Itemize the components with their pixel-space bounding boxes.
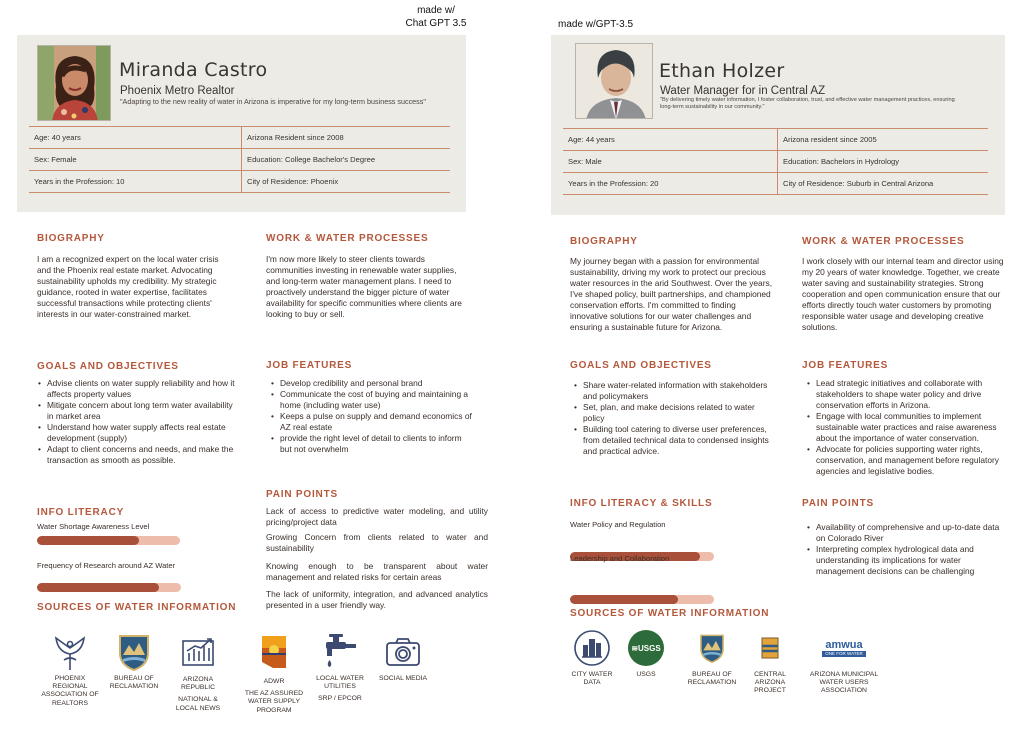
list-item: • Set, plan, and make decisions related to water policy	[573, 402, 773, 424]
fact-resident: Arizona Resident since 2008	[247, 133, 344, 142]
source-adwr	[238, 632, 310, 715]
job-heading-right: JOB FEATURES	[802, 360, 889, 371]
fact-years: Years in the Profession: 20	[563, 173, 778, 194]
list-item: • Keeps a pulse on supply and demand economics of AZ real estate	[270, 411, 475, 433]
source-sublabel: SRP / EPCOR	[318, 695, 362, 703]
faucet-icon	[320, 632, 360, 672]
job-heading-left: JOB FEATURES	[266, 360, 353, 371]
list-item: • Develop credibility and personal brand	[270, 378, 475, 389]
job-list-right	[806, 378, 1014, 477]
persona-name-left: Miranda Castro	[119, 59, 268, 81]
shield-icon	[692, 628, 732, 668]
bar-chart-icon	[178, 632, 218, 672]
literacy-label-left-1: Water Shortage Awareness Level	[37, 522, 150, 531]
persona-photo-right	[575, 43, 653, 119]
source-label: BUREAU OF RECLAMATION	[109, 675, 159, 691]
fact-education: Education: Bachelors in Hydrology	[783, 157, 900, 166]
facts-row	[563, 129, 988, 151]
biography-text-right: My journey began with a passion for environmental sustainability, driving my work to protect our precious water resources in the arid Southwest. Over the years, I've shaped policy, built partnerships, and championed conservation efforts. I'm committed to finding innovative solutions for our water challenges and ensuring a sustainable future for Arizona.	[570, 256, 773, 332]
made-with-note-right: made w/GPT-3.5	[558, 19, 634, 30]
amwua-logo-tagline: ONE FOR WATER	[822, 651, 866, 657]
persona-name-right: Ethan Holzer	[659, 60, 785, 82]
list-item: • Advise clients on water supply reliability and how it affects property values	[37, 378, 237, 400]
persona-quote-left: "Adapting to the new reality of water in Arizona is imperative for my long-term business success"	[120, 97, 426, 106]
persona-facts-right	[563, 128, 988, 195]
fact-city: City of Residence: Phoenix	[247, 177, 339, 186]
source-label: ARIZONA REPUBLIC	[181, 676, 215, 692]
source-label: ARIZONA MUNICIPAL WATER USERS ASSOCIATION	[809, 671, 879, 695]
literacy-bar-left-1	[37, 536, 180, 545]
source-usgs	[626, 628, 666, 679]
pain-heading-right: PAIN POINTS	[802, 498, 874, 509]
cap-logo-icon	[750, 628, 790, 668]
persona-facts-left	[29, 126, 450, 193]
pain-list-right	[806, 522, 1006, 577]
arizona-icon	[254, 632, 294, 672]
fact-city: City of Residence: Suburb in Central Arizona	[783, 179, 934, 188]
facts-row	[563, 151, 988, 173]
list-item: • Engage with local communities to implement sustainable water practices and raise awareness about the importance of water conservation.	[806, 411, 1014, 444]
pain-item-left: Growing Concern from clients related to water and sustainability	[266, 532, 488, 553]
facts-row	[29, 171, 450, 193]
goals-heading-left: GOALS AND OBJECTIVES	[37, 361, 179, 372]
fact-sex: Sex: Male	[563, 151, 778, 172]
list-item: • Lead strategic initiatives and collaborate with stakeholders to shape water policy and drive conservation efforts in Arizona.	[806, 378, 1014, 411]
fact-sex: Sex: Female	[29, 149, 242, 170]
persona-role-right: Water Manager for in Central AZ	[660, 85, 826, 97]
facts-row	[563, 173, 988, 195]
amwua-logo-icon	[809, 628, 879, 668]
literacy-heading-right: INFO LITERACY & SKILLS	[570, 498, 713, 509]
goals-list-right	[573, 380, 773, 457]
city-icon	[572, 628, 612, 668]
shield-icon	[114, 632, 154, 672]
amwua-logo: amwua	[825, 639, 863, 651]
facts-row	[29, 127, 450, 149]
persona-photo-left	[37, 45, 111, 121]
source-local-water-utilities	[310, 632, 370, 704]
list-item: • provide the right level of detail to clients to inform but not overwhelm	[270, 433, 475, 455]
literacy-label-right-2: Leadership and Collaboration	[570, 554, 670, 563]
source-bureau-reclamation	[104, 632, 164, 691]
fact-age: Age: 40 years	[29, 127, 242, 148]
facts-row	[29, 149, 450, 171]
source-central-arizona-project	[744, 628, 796, 696]
goals-heading-right: GOALS AND OBJECTIVES	[570, 360, 712, 371]
work-text-left: I'm now more likely to steer clients towards communities investing in renewable water supplies, and long-term water management plans. I need to proactively understand the bigger picture of water availability for specific communities where clients are looking to buy or sell.	[266, 254, 462, 319]
sources-heading-left: SOURCES OF WATER INFORMATION	[37, 602, 237, 613]
pain-item-left: Lack of access to predictive water modeling, and utility pricing/project data	[266, 506, 488, 527]
list-item: • Interpreting complex hydrological data and understanding its implications for water management decisions can be challenging	[806, 544, 1006, 577]
source-social-media	[378, 632, 428, 683]
source-label: PHOENIX REGIONAL ASSOCIATION OF REALTORS	[41, 675, 99, 707]
camera-icon	[383, 632, 423, 672]
biography-text-left: I am a recognized expert on the local water crisis and the Phoenix real estate market. Advocating sustainability upholds my credibility. My strategic guidance, rooted in water expertise, facilitates successful transactions while protecting clients' interests in our water-constrained market.	[37, 254, 219, 319]
list-item: • Communicate the cost of buying and maintaining a home (including water use)	[270, 389, 475, 411]
biography-heading-left: BIOGRAPHY	[37, 233, 105, 244]
literacy-bar-left-2	[37, 583, 181, 592]
list-item: • Availability of comprehensive and up-to-date data on Colorado River	[806, 522, 1006, 544]
literacy-bar-right-2	[570, 595, 714, 604]
source-phoenix-realtors	[40, 632, 100, 708]
literacy-heading-left: INFO LITERACY	[37, 507, 125, 518]
persona-quote-right: "By delivering timely water information, I foster collaboration, trust, and effective water management practices, ensuring long-term sustainability in our community."	[660, 97, 955, 110]
source-label: SOCIAL MEDIA	[378, 675, 428, 682]
source-amwua	[800, 628, 888, 696]
literacy-label-right-1: Water Policy and Regulation	[570, 520, 666, 529]
usgs-logo-icon	[626, 628, 666, 668]
work-text-right: I work closely with our internal team and director using my 20 years of water knowledge. Together, we create water saving and sustainability strategies. Strong cooperation and open communication ensure that our efforts directly touch water customers by promoting responsible water usage and developing creative solutions.	[802, 256, 1004, 332]
made-with-note-left: made w/ Chat GPT 3.5	[405, 5, 467, 29]
source-sublabel: NATIONAL & LOCAL NEWS	[175, 696, 221, 712]
source-label: BUREAU OF RECLAMATION	[687, 671, 737, 687]
source-bureau-reclamation	[684, 628, 740, 687]
pain-item-left: Knowing enough to be transparent about water management and related risks for certain areas	[266, 561, 488, 582]
source-label: CENTRAL ARIZONA PROJECT	[754, 671, 786, 695]
usgs-logo: ≋USGS	[628, 630, 664, 666]
fact-resident: Arizona resident since 2005	[783, 135, 877, 144]
source-city-water-data	[564, 628, 620, 687]
source-sublabel: THE AZ ASSURED WATER SUPPLY PROGRAM	[244, 690, 304, 714]
work-heading-right: WORK & WATER PROCESSES	[802, 236, 965, 247]
literacy-label-left-2: Frequency of Research around AZ Water	[37, 561, 176, 570]
list-item: • Understand how water supply affects real estate development (supply)	[37, 422, 237, 444]
fact-age: Age: 44 years	[563, 129, 778, 150]
biography-heading-right: BIOGRAPHY	[570, 236, 638, 247]
source-label: LOCAL WATER UTILITIES	[316, 675, 364, 691]
phoenix-bird-icon	[50, 632, 90, 672]
fact-education: Education: College Bachelor's Degree	[247, 155, 376, 164]
source-arizona-republic	[170, 632, 226, 713]
list-item: • Adapt to client concerns and needs, and make the transaction as smooth as possible.	[37, 444, 237, 466]
list-item: • Advocate for policies supporting water rights, conservation, and management before regulatory agencies and legislative bodies.	[806, 444, 1014, 477]
fact-years: Years in the Profession: 10	[29, 171, 242, 192]
job-list-left	[270, 378, 475, 455]
source-label: ADWR	[263, 678, 285, 685]
pain-heading-left: PAIN POINTS	[266, 489, 338, 500]
source-label: CITY WATER DATA	[571, 671, 613, 687]
goals-list-left	[37, 378, 237, 466]
work-heading-left: WORK & WATER PROCESSES	[266, 233, 429, 244]
sources-heading-right: SOURCES OF WATER INFORMATION	[570, 608, 770, 619]
pain-item-left: The lack of uniformity, integration, and advanced analytics presented in a user friendly way.	[266, 589, 488, 610]
list-item: • Building tool catering to diverse user preferences, from detailed technical data to condensed insights and practical advice.	[573, 424, 773, 457]
list-item: • Share water-related information with stakeholders and policymakers	[573, 380, 773, 402]
persona-role-left: Phoenix Metro Realtor	[120, 85, 235, 97]
source-label: USGS	[636, 671, 656, 678]
list-item: • Mitigate concern about long term water availability in market area	[37, 400, 237, 422]
